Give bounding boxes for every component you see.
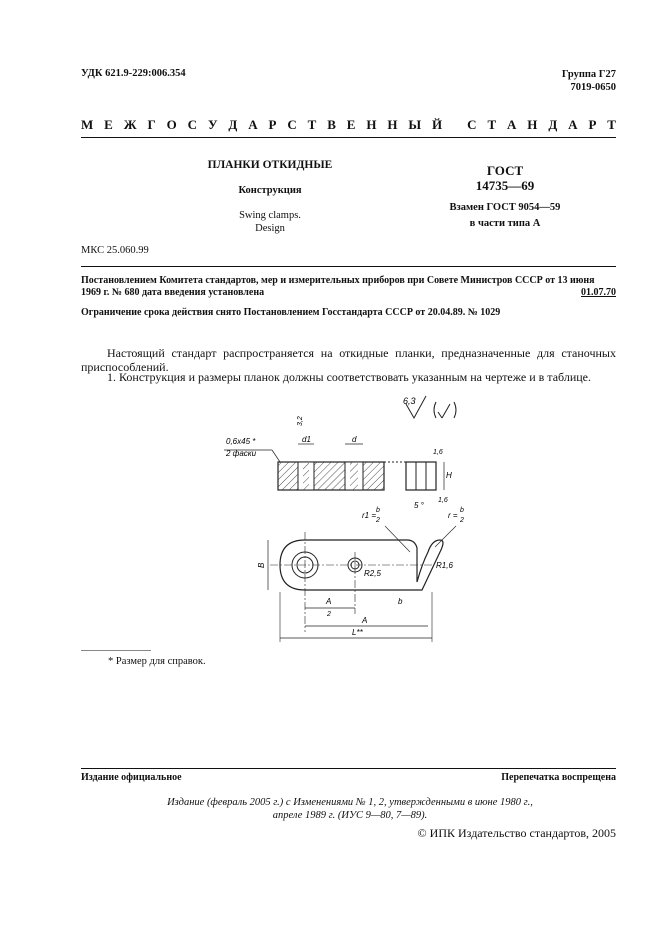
l-label: L** [352,628,363,637]
limitation-text: Ограничение срока действия снято Постановлением Госстандарта СССР от 20.04.89. № 1029 [81,307,501,318]
banner-letter: Т [307,117,317,132]
banner-letter: М [81,117,94,132]
edition-line2: апреле 1989 г. (ИУС 9—80, 7—89). [272,810,428,821]
banner-letter: С [287,117,297,132]
banner-letter: Е [104,117,113,132]
okp-code: 7019-0650 [570,82,616,93]
b-dim-label: B [257,562,266,568]
banner-letter: Д [548,117,558,132]
english-title-line2: Design [255,223,285,234]
roughness-32: 3,2 [297,416,304,426]
standard-title: ПЛАНКИ ОТКИДНЫЕ [207,159,333,171]
gost-replaces: Взамен ГОСТ 9054—59 [449,202,561,213]
decree-date: 01.07.70 [581,287,616,298]
r-label: r = [448,511,458,520]
banner-letter: А [568,117,578,132]
official-edition: Издание официальное [81,772,182,783]
banner-letter: Р [268,117,277,132]
r-two: 2 [460,517,464,524]
banner-letter: А [248,117,258,132]
b-small-label: b [398,597,403,606]
chamfer-count: 2 фаски [226,449,257,458]
paragraph-design: 1. Конструкция и размеры планок должны соответствовать указанным на чертеже и в таблице. [107,370,591,384]
banner-letter: О [166,117,177,132]
a-half-label: A [326,597,332,606]
a-label: A [362,616,368,625]
swing-clamp-drawing [210,392,630,652]
r1-two: 2 [376,517,380,524]
gost-replaces-block [420,200,590,232]
banner-letter: Д [228,117,238,132]
decree-text: Постановлением Комитета стандартов, мер и измерительных приборов при Совете Министров СССР от 13 июня 1969 г. № 680 дата введения установлена [81,275,595,298]
banner-letter: Й [432,117,443,132]
edition-note [130,796,570,822]
banner-letter: Г [147,117,156,132]
banner-letter: Р [588,117,597,132]
gost-label: ГОСТ [486,163,524,178]
group-code [562,68,616,94]
footnote: * Размер для справок. [108,656,206,667]
section-view [278,462,436,490]
group-label: Группа Г27 [561,69,616,80]
separator-rule [81,266,616,267]
gost-number: 14735—69 [475,178,535,193]
standard-subtitle: Конструкция [238,185,302,196]
r16-label: R1,6 [436,561,453,570]
mks-code: МКС 25.060.99 [81,245,149,256]
banner-letter: Ж [123,117,137,132]
angle-label: 5 ° [414,501,424,510]
roughness-value: 6,3 [403,396,416,406]
a-half-two: 2 [327,611,331,618]
chamfer-label: 0,6x45 * [226,437,256,446]
r1-label: r1 = [362,511,377,520]
banner-letter: Ы [408,117,422,132]
plan-view [270,532,443,632]
r-b: b [460,507,464,514]
banner-letter: Т [607,117,616,132]
banner-letter: Е [346,117,356,132]
english-title [170,209,370,235]
footer-rule [81,768,616,769]
banner-rule [81,137,616,138]
interstate-standard-banner [81,117,616,133]
d1-label: d1 [302,435,311,444]
r25-label: R2,5 [364,569,381,578]
reprint-prohibited: Перепечатка воспрещена [501,772,616,783]
banner-letter: С [467,117,477,132]
gost-block [430,163,580,193]
banner-letter: С [187,117,198,132]
footnote-rule [81,650,151,651]
banner-letter: Т [487,117,497,132]
banner-letter: А [507,117,517,132]
english-title-line1: Swing clamps. [239,210,301,221]
banner-letter: В [327,117,336,132]
banner-letter: Н [387,117,398,132]
udk-code: УДК 621.9-229:006.354 [81,68,186,79]
d-label: d [352,435,357,444]
roughness-symbol [403,396,456,418]
copyright: © ИПК Издательство стандартов, 2005 [417,826,616,840]
h-label: H [446,471,452,480]
roughness-16-top: 1,6 [433,449,443,456]
edition-line1: Издание (февраль 2005 г.) с Изменениями № 1, 2, утвержденными в июне 1980 г., [167,797,533,808]
roughness-16-bottom: 1,6 [438,497,448,504]
gost-part: в части типа А [469,218,541,229]
paragraph-scope: Настоящий стандарт распространяется на откидные планки, предназначенные для станочных приспособлений. [81,346,616,374]
banner-letter [453,117,456,133]
banner-letter: Н [366,117,377,132]
banner-letter: У [207,117,218,132]
banner-letter: Н [527,117,538,132]
r1-b: b [376,507,380,514]
